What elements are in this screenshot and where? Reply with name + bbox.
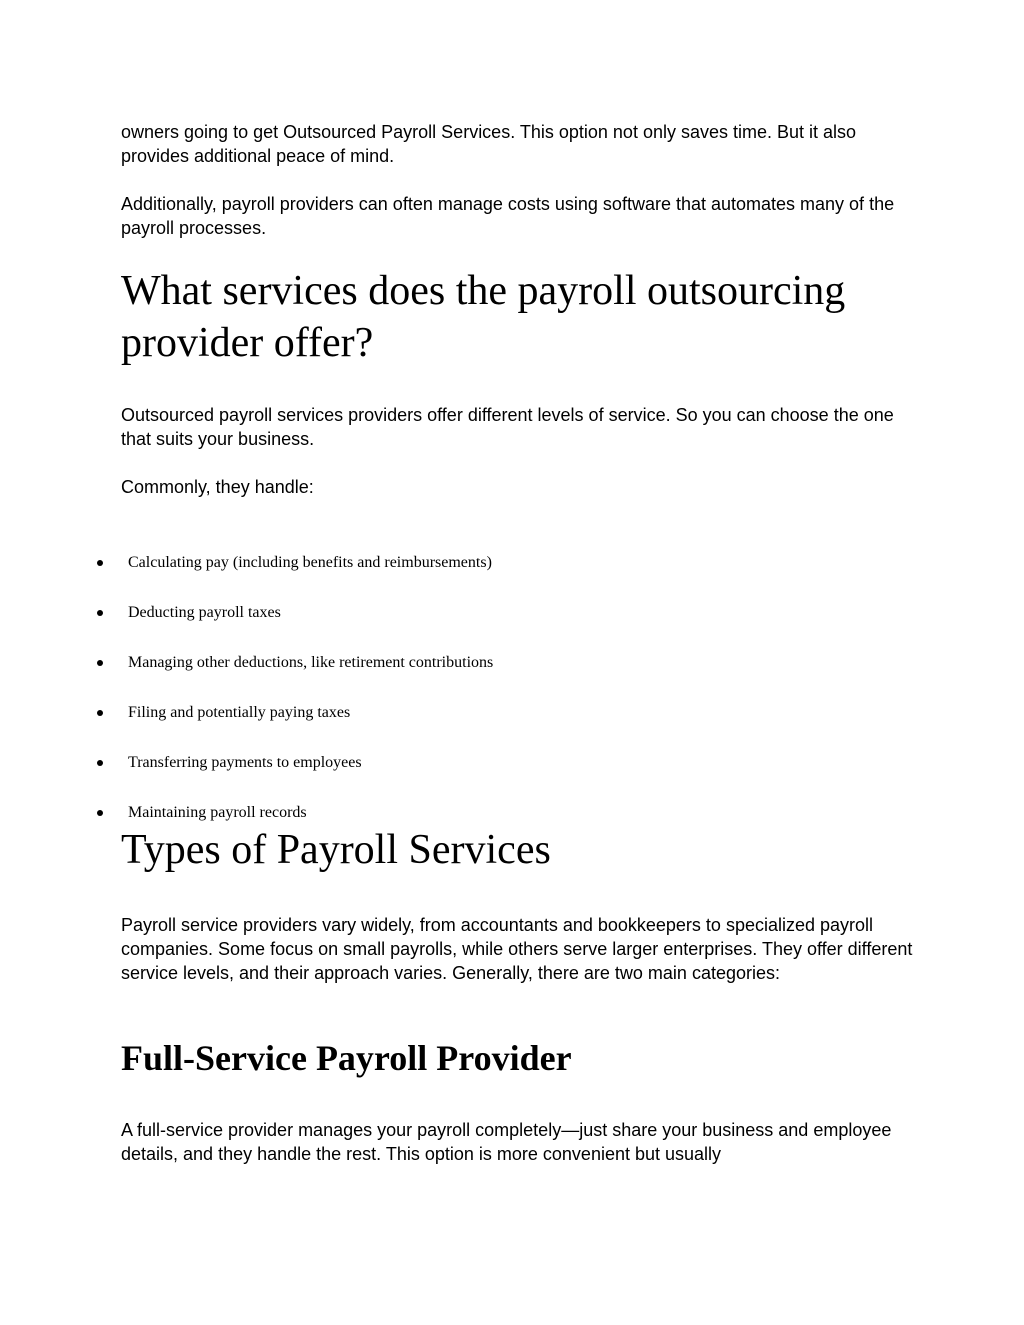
list-item-text: Maintaining payroll records [128,804,307,821]
full-service-heading: Full-Service Payroll Provider [121,1038,572,1078]
list-item [97,702,897,726]
list-item [97,552,897,576]
list-item [97,602,897,626]
services-paragraph-1: Outsourced payroll services providers offer different levels of service. So you can choose the one that suits your business. [121,405,894,449]
list-item-text: Filing and potentially paying taxes [128,704,351,721]
types-heading: Types of Payroll Services [121,827,551,873]
bullet-icon [97,810,103,816]
intro-paragraph-1: owners going to get Outsourced Payroll Services. This option not only saves time. But it also provides additional peace of mind. [121,122,857,166]
list-item [97,652,897,676]
bullet-icon [97,710,103,716]
list-item-text: Managing other deductions, like retirement contributions [128,654,494,671]
bullet-icon [97,560,103,566]
bullet-icon [97,760,103,766]
full-service-paragraph-1: A full-service provider manages your payroll completely—just share your business and employee details, and they handle the rest. This option is more convenient but usually [121,1120,892,1164]
types-paragraph-1: Payroll service providers vary widely, from accountants and bookkeepers to specialized payroll companies. Some focus on small payrolls, while others serve larger enterprises. They offer different service levels, and their approach varies. Generally, there are two main categories: [121,915,913,983]
list-item [97,802,897,826]
services-heading: What services does the payroll outsourcing provider offer? [121,268,846,366]
list-item-text: Transferring payments to employees [128,754,362,771]
list-item [97,752,897,776]
bullet-icon [97,660,103,666]
list-item-text: Deducting payroll taxes [128,604,281,621]
list-item-text: Calculating pay (including benefits and reimbursements) [128,554,492,571]
services-paragraph-2: Commonly, they handle: [121,477,314,497]
intro-paragraph-2: Additionally, payroll providers can often manage costs using software that automates many of the payroll processes. [121,194,895,238]
bullet-icon [97,610,103,616]
